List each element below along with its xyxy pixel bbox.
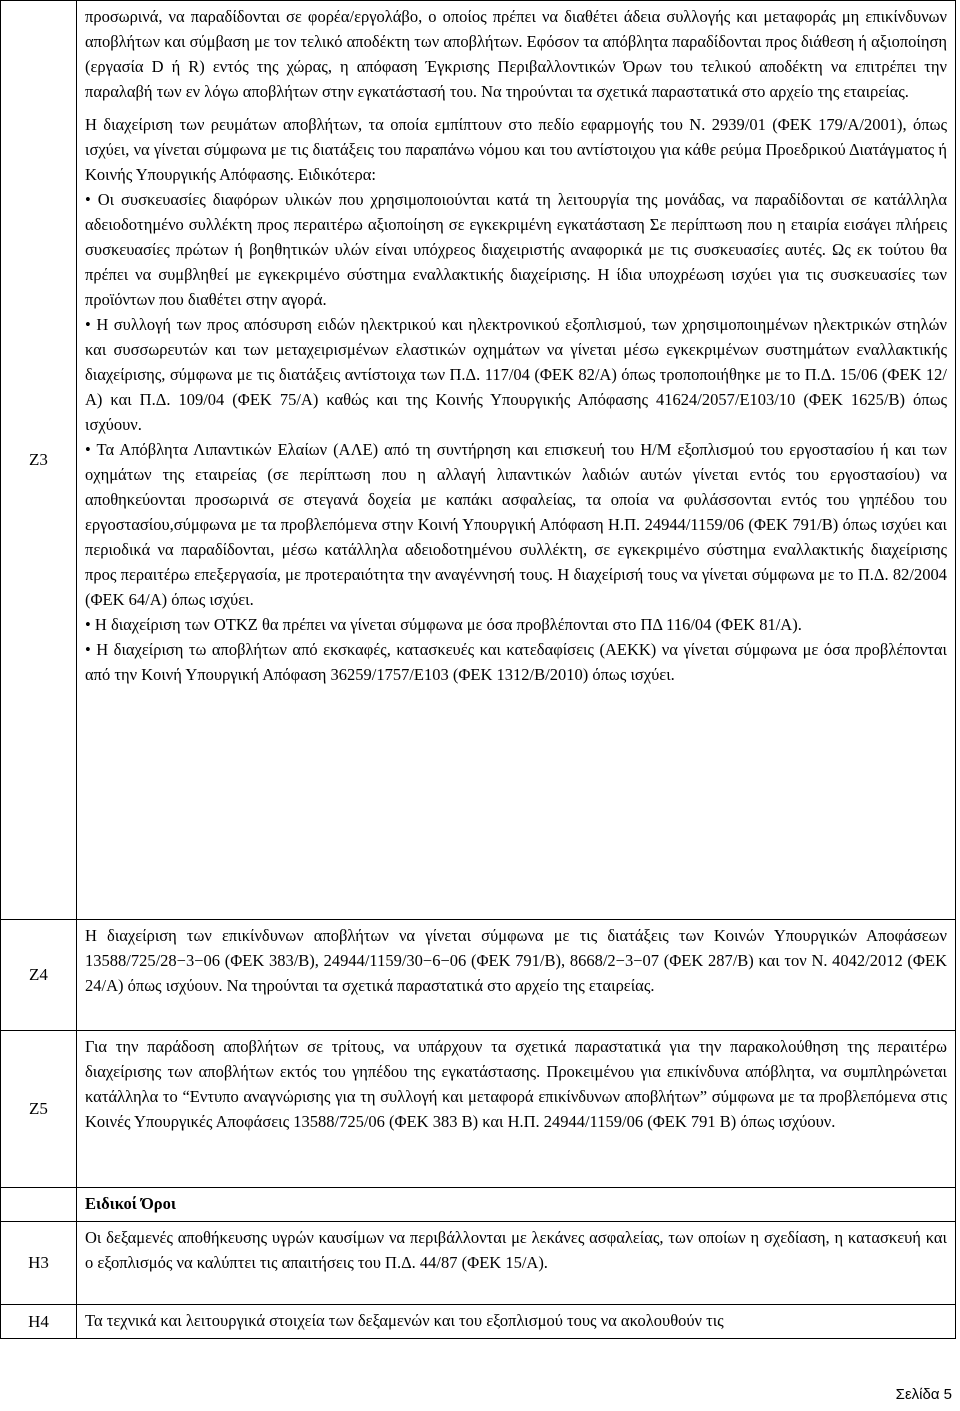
list-item: • Οι συσκευασίες διαφόρων υλικών που χρησιμοποιούνται κατά τη λειτουργία της μονάδας, να παραδίδονται σε κατάλληλα αδειοδοτημένο συλλέκτη προς περαιτέρω αξιοποίηση σε εγκεκριμένη εγκατάσταση Σε περίπτωση που η εταιρία εισάγει πλήρεις συσκευασίες πρώτων ή βοηθητικών υλών είναι υπόχρεος διαχειριστής αναφορικά με τις συσκευασίες αυτές. Ως εκ τούτου θα πρέπει να συμβληθεί με εγκεκριμένο σύστημα εναλλακτικής διαχείρισης. Η ίδια υποχρέωση ισχύει για τις συσκευασίες των προϊόντων που διαθέτει στην αγορά. bbox=[85, 190, 947, 309]
row-content bbox=[77, 1222, 956, 1305]
list-item: • Τα Απόβλητα Λιπαντικών Ελαίων (ΑΛΕ) από τη συντήρηση και επισκευή του Η/Μ εξοπλισμού του εργοστασίου ή και των οχημάτων της εταιρείας (σε περίπτωση που η αλλαγή λιπαντικών λαδιών αυτών γίνεται εντός του εργοστασίου) να αποθηκεύονται προσωρινά σε στεγανά δοχεία με καπάκι ασφαλείας, τα οποία να φυλάσσονται εντός του γηπέδου του εργοστασίου,σύμφωνα με τα προβλεπόμενα στην Κοινή Υπουργική Απόφαση Η.Π. 24944/1159/06 (ΦΕΚ 791/Β) όπως ισχύει και περιοδικά να παραδίδονται, μέσω κατάλληλα αδειοδοτημένου συλλέκτη, σε εγκεκριμένο σύστημα εναλλακτικής διαχείρισης προς περαιτέρω επεξεργασία, με προτεραιότητα την αναγέννησή τους. Η διαχείρισή τους να γίνεται σύμφωνα με το Π.Δ. 82/2004 (ΦΕΚ 64/Α) όπως ισχύει. bbox=[85, 440, 947, 609]
table-row bbox=[1, 1031, 956, 1188]
table-row bbox=[1, 920, 956, 1031]
row-code-empty bbox=[1, 1188, 77, 1222]
row-code-h4: Η4 bbox=[1, 1305, 77, 1339]
paragraph: Η διαχείριση των ρευμάτων αποβλήτων, τα οποία εμπίπτουν στο πεδίο εφαρμογής του Ν. 2939/01 (ΦΕΚ 179/Α/2001), όπως ισχύει, να γίνεται σύμφωνα με τις διατάξεις του παραπάνω νόμου και του αντίστοιχου για κάθε ρεύμα Προεδρικού Διατάγματος ή Κοινής Υπουργικής Απόφασης. Ειδικότερα: bbox=[85, 115, 947, 184]
row-content bbox=[77, 1305, 956, 1339]
row-code-z3: Ζ3 bbox=[1, 1, 77, 920]
paragraph: Η διαχείριση των επικίνδυνων αποβλήτων να γίνεται σύμφωνα με τις διατάξεις των Κοινών Υπουργικών Αποφάσεων 13588/725/28−3−06 (ΦΕΚ 383/Β), 24944/1159/30−6−06 (ΦΕΚ 791/Β), 8668/2−3−07 (ΦΕΚ 287/Β) και τον Ν. 4042/2012 (ΦΕΚ 24/Α) όπως ισχύουν. Να τηρούνται τα σχετικά παραστατικά στο αρχείο της εταιρείας. bbox=[85, 926, 947, 995]
list-item: • Η διαχείριση των ΟΤΚΖ θα πρέπει να γίνεται σύμφωνα με όσα προβλέπονται στο ΠΔ 116/04 (ΦΕΚ 81/Α). bbox=[85, 615, 802, 634]
table-row bbox=[1, 1, 956, 920]
row-content bbox=[77, 920, 956, 1031]
row-code-z4: Ζ4 bbox=[1, 920, 77, 1031]
table-row bbox=[1, 1305, 956, 1339]
page-number: Σελίδα 5 bbox=[895, 1386, 952, 1403]
row-content bbox=[77, 1031, 956, 1188]
row-code-z5: Ζ5 bbox=[1, 1031, 77, 1188]
list-item: • Η διαχείριση τω αποβλήτων από εκσκαφές, κατασκευές και κατεδαφίσεις (ΑΕΚΚ) να γίνεται σύμφωνα με όσα προβλέπονται από την Κοινή Υπουργική Απόφαση 36259/1757/Ε103 (ΦΕΚ 1312/Β/2010) όπως ισχύει. bbox=[85, 640, 947, 684]
row-content bbox=[77, 1, 956, 920]
paragraph: Για την παράδοση αποβλήτων σε τρίτους, να υπάρχουν τα σχετικά παραστατικά για την παρακολούθηση της περαιτέρω διαχείρισης των αποβλήτων εκτός του γηπέδου της εγκατάστασης. Προκειμένου για επικίνδυνα απόβλητα, να συμπληρώνεται κατάλληλα το “Εντυπο αναγνώρισης για τη συλλογή και μεταφορά επικίνδυνων αποβλήτων” σύμφωνα με τα προβλεπόμενα στις Κοινές Υπουργικές Αποφάσεις 13588/725/06 (ΦΕΚ 383 Β) και Η.Π. 24944/1159/06 (ΦΕΚ 791 Β) όπως ισχύουν. bbox=[85, 1037, 947, 1131]
paragraph: Οι δεξαμενές αποθήκευσης υγρών καυσίμων να περιβάλλονται με λεκάνες ασφαλείας, των οποίων η σχεδίαση, η κατασκευή και ο εξοπλισμός να καλύπτει τις απαιτήσεις του Π.Δ. 44/87 (ΦΕΚ 15/Α). bbox=[85, 1228, 947, 1272]
paragraph: Τα τεχνικά και λειτουργικά στοιχεία των δεξαμενών και του εξοπλισμού τους να ακολουθούν τις bbox=[85, 1311, 724, 1330]
table-row bbox=[1, 1222, 956, 1305]
row-content bbox=[77, 1188, 956, 1222]
table-row bbox=[1, 1188, 956, 1222]
row-code-h3: Η3 bbox=[1, 1222, 77, 1305]
list-item: • Η συλλογή των προς απόσυρση ειδών ηλεκτρικού και ηλεκτρονικού εξοπλισμού, των χρησιμοποιημένων ηλεκτρικών στηλών και συσσωρευτών και των μεταχειρισμένων ελαστικών οχημάτων να γίνεται μέσω εγκεκριμένων συστημάτων εναλλακτικής διαχείρισης, σύμφωνα με τις διατάξεις αντίστοιχα των Π.Δ. 117/04 (ΦΕΚ 82/Α) όπως τροποποιήθηκε με το Π.Δ. 15/06 (ΦΕΚ 12/Α) και Π.Δ. 109/04 (ΦΕΚ 75/Α) καθώς και της Κοινής Υπουργικής Απόφασης 41624/2057/Ε103/10 (ΦΕΚ 1625/Β) όπως ισχύουν. bbox=[85, 315, 947, 434]
paragraph: προσωρινά, να παραδίδονται σε φορέα/εργολάβο, ο οποίος πρέπει να διαθέτει άδεια συλλογής και μεταφοράς μη επικίνδυνων αποβλήτων και σύμβαση με τον τελικό αποδέκτη των αποβλήτων. Εφόσον τα απόβλητα παραδίδονται προς διάθεση ή αξιοποίηση (εργασία D ή R) εντός της χώρας, η απόφαση Έγκρισης Περιβαλλοντικών Όρων του τελικού αποδέκτη να επιτρέπει την παραλαβή των εν λόγω αποβλήτων στην εγκατάστασή του. Να τηρούνται τα σχετικά παραστατικά στο αρχείο της εταιρείας. bbox=[85, 7, 947, 101]
section-heading: Ειδικοί Όροι bbox=[85, 1194, 177, 1213]
